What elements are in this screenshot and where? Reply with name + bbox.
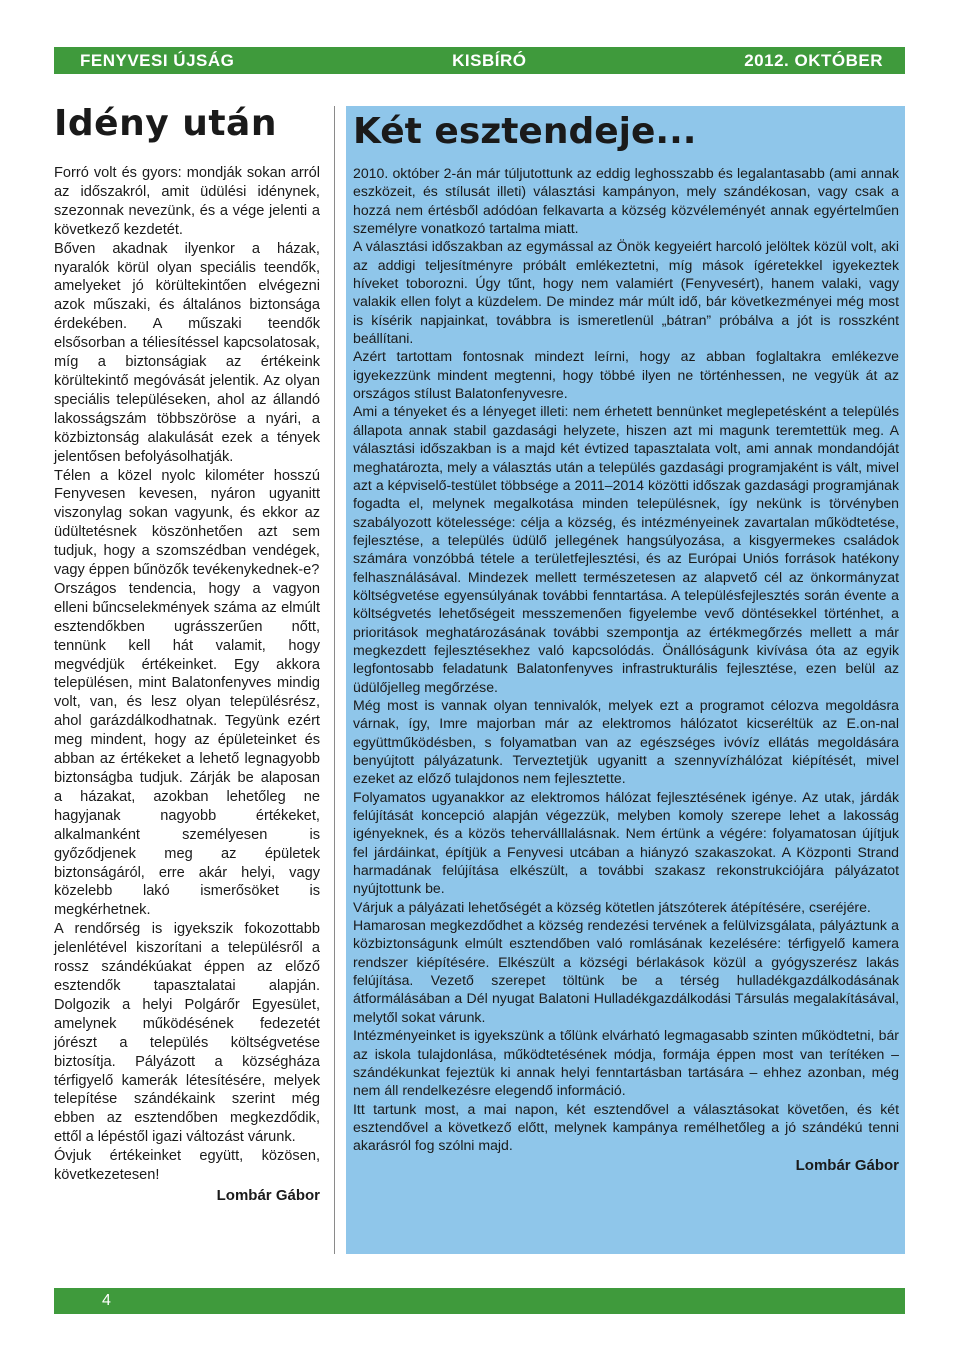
left-article-body	[54, 164, 320, 1204]
right-paragraph: Azért tartottam fontosnak mindezt leírni, hogy az abban foglaltakra emlékezve igyekezzünk mindent megtenni, hogy többé ilyen ne történhessen, ne vegyük át az országos stílust Balatonfenyvesre.	[353, 348, 899, 402]
left-article-title: Idény után	[54, 103, 277, 144]
left-paragraph: Télen a közel nyolc kilométer hosszú Fenyvesen kevesen, nyáron ugyanitt viszonylag sokan vagyunk, és ekkor az üdültetésnek köszönhetően azt sem tudjuk, hogy a szomszédban vendégek, vagy éppen bűnözők tevékenykednek-e?	[54, 467, 320, 579]
left-paragraph: Országos tendencia, hogy a vagyon elleni bűncselekmények száma az elmúlt esztendőkben ugrásszerűen nőtt, tennünk kell hát valamit, hogy megvédjük értékeinket. Egy akkora településen, mint Balatonfenyves mindig volt, van, és lesz olyan településrész, ahol garázdálkodhatnak. Tegyünk ezért meg mindent, hogy az épületeinket és abban az értékeket a lehető legnagyobb biztonságba tudjuk. Zárják be alaposan a házakat, azokban lehetőleg ne hagyjanak nagyobb értékeket, alkalmanként személyesen is győződjenek meg az épületek biztonságáról, erre akár helyi, vagy közelebb lakó ismerősöket is megkérhetnek.	[54, 580, 320, 919]
header-bar	[54, 47, 905, 74]
right-paragraph: Hamarosan megkezdődhet a község rendezési tervének a felülvizsgálata, pályáztunk a közbiztonságunk elmúlt esztendőben való romlásának kezelésére: térfigyelő kamera rendszer kiépítésére. Elkészült a községi bérlakások közül a gyógyszerész lakás felújítása. Vezető szerepet töltünk be a térség hulladékgazdálkodásának átformálásában a Dél nyugat Balatoni Hulladékgazdálkodási Társulás megalakításával, melytől sokat várunk.	[353, 917, 899, 1025]
left-paragraph: A rendőrség is igyekszik fokozottabb jelenlétével kiszorítani a településről a rossz szándékúakat éppen az előző esztendők tapasztalatai alapján. Dolgozik a helyi Polgárőr Egyesület, amelynek működésének fedezetét jórészt a település költségvetése biztosítja. Pályázott a községháza térfigyelő kamerák létesítésére, melyek telepítése szándékaink szerint még ebben az esztendőben megkezdődik, ettől a lépéstől igazi változást várunk.	[54, 921, 320, 1146]
left-article	[54, 100, 320, 1204]
right-article	[346, 106, 905, 1254]
left-paragraph: Bőven akadnak ilyenkor a házak, nyaralók körül olyan speciális teendők, amelyeket jó körültekintően elvégezni azok műszaki, és általános biztonsága érdekében. A műszaki teendők elsősorban a téliesítéssel kapcsolatosak, míg a biztonságiak az értékeink körültekintő megóvását jelentik. Az olyan speciális településeken, ahol az állandó lakosságszám többszöröse a nyári, a közbiztonság alakulását ezek a tények jelentősen befolyásolhatják.	[54, 240, 320, 465]
column-divider	[334, 106, 335, 1254]
column-author: KISBÍRÓ	[452, 50, 527, 70]
right-paragraph: Itt tartunk most, a mai napon, két esztendővel a választásokat követően, és két esztendővel a következő előtt, melynek kampánya remélhetőleg a jó szándékú tenni akarásról fog szólni majd.	[353, 1100, 899, 1154]
right-paragraph: A választási időszakban az egymással az Önök kegyeiért harcoló jelöltek közül volt, aki az addigi teljesítményre próbált emlékeztetni, míg mások ígéretekkel igyekeztek híveket toborozni. Úgy tűnt, hogy nem valamiért (Fenyvesért), hanem valaki, vagy valakik ellen folyt a küzdelem. De mindez már múlt idő, bár következményei még most is kísérik napjainkat, továbbra is ismeretlenül „bátran” próbálva a jót is rosszként beállítani.	[353, 238, 899, 347]
right-paragraph: Még most is vannak olyan tennivalók, melyek ezt a programot célozva megoldásra várnak, így, Imre majorban már az elektromos hálózatot kicseréltük az E.on-nal együttműködésben, s folyamatban van az egészséges ivóvíz ellátás megoldására benyújtott pályázatunk. Terveztetjük ugyanitt a szennyvízhálózat kiépítését, mivel ezeket az előző tulajdonos nem fejlesztette.	[353, 696, 899, 787]
right-article-title: Két esztendeje...	[353, 111, 697, 152]
page-number: 4	[102, 1292, 111, 1309]
left-paragraph: Óvjuk értékeinket együtt, közösen, következetesen!	[54, 1148, 320, 1184]
right-paragraph: Várjuk a pályázati lehetőségét a község kötetlen játszóterek átépítésére, cseréjére.	[353, 898, 871, 915]
publication-name: FENYVESI ÚJSÁG	[80, 50, 235, 70]
footer-bar	[54, 1288, 905, 1314]
right-article-body	[353, 164, 899, 1174]
right-paragraph: Ami a tényeket és a lényeget illeti: nem érhetett bennünket meglepetésként a település állapota annak stabil gazdasági helyzete, hiszen azt mi magunk teremtettük meg. A választási időszakban is a majd két évtized tapasztalata volt, ami annak mondandóját meghatározta, mely a választás után a település gazdasági programjaként is vált, mivel azt a képviselő-testület többsége a 2011–2014 közötti időszak gazdasági programjának fogadta el, melynek megalkotása minden településnek, így nekünk is törvényben szabályozott kötelessége: célja a község, és intézményeinek zavartalan működtetése, fejlesztése, a település üdülő jellegének hangsúlyozása, a kisgyermekes családok számára vonzóbbá tétele a területfejlesztési, és az Európai Uniós források hatékony felhasználásával. Mindezek mellett természetesen az alapvető cél az önkormányzat költségvetése egyensúlyának további fenntartása. A településfejlesztés során évente a költségvetés lehetőségeit messzemenően figyelembe vevő döntésekkel történhet, a prioritások meghatározásának további szempontja az értékmegőrzés mellett a már megkezdett fejlesztésekhez való kapcsolódás. Önállóságunk kivívása óta az egyik legfontosabb feladatunk Balatonfenyves infrastrukturális fejlesztése, ezen belül az üdülőjelleg megőrzése.	[353, 403, 899, 695]
left-paragraph: Forró volt és gyors: mondják sokan arról az időszakról, amit üdülési idénynek, szezonnak nevezünk, és a vége jelenti a következő kezdetét.	[54, 165, 320, 238]
right-article-signature: Lombár Gábor	[795, 1156, 899, 1174]
right-paragraph: Folyamatos ugyanakkor az elektromos hálózat fejlesztésének igénye. Az utak, járdák felújítását koncepció alapján végezzük, melyben komoly szerepe lehet a lakosság igényeknek, és a közös teherválllalásnak. Nem értünk a végére: folyamatosan újítjuk fel járdáinkat, építjük a Fenyvesi utcában a hiányzó szakaszokat. A Központi Strand harmadának felújítása elkészült, a további szakasz rekonstrukciójára pályázatot nyújtottunk be.	[353, 788, 899, 897]
right-paragraph: 2010. október 2-án már túljutottunk az eddig leghosszabb és legalantasabb (ami annak eszközeit, és stílusát illeti) választási kampányon, mely szándékosan, vagy csak a hozzá nem értésből adódóan felkavarta a község közvéleményét annak egyértelműen személyre vonatkozó tartalma miatt.	[353, 165, 899, 237]
right-paragraph: Intézményeinket is igyekszünk a tőlünk elvárható legmagasabb szinten működtetni, bár az iskola tulajdonlása, működtetésének módja, formája éppen most van terítéken – szándékunkat fejeztük ki annak helyi fenntartásban tartására – ehhez azonban, még nem áll rendelkezésre elegendő információ.	[353, 1027, 899, 1099]
issue-date: 2012. OKTÓBER	[744, 50, 883, 70]
left-article-signature: Lombár Gábor	[216, 1186, 320, 1204]
